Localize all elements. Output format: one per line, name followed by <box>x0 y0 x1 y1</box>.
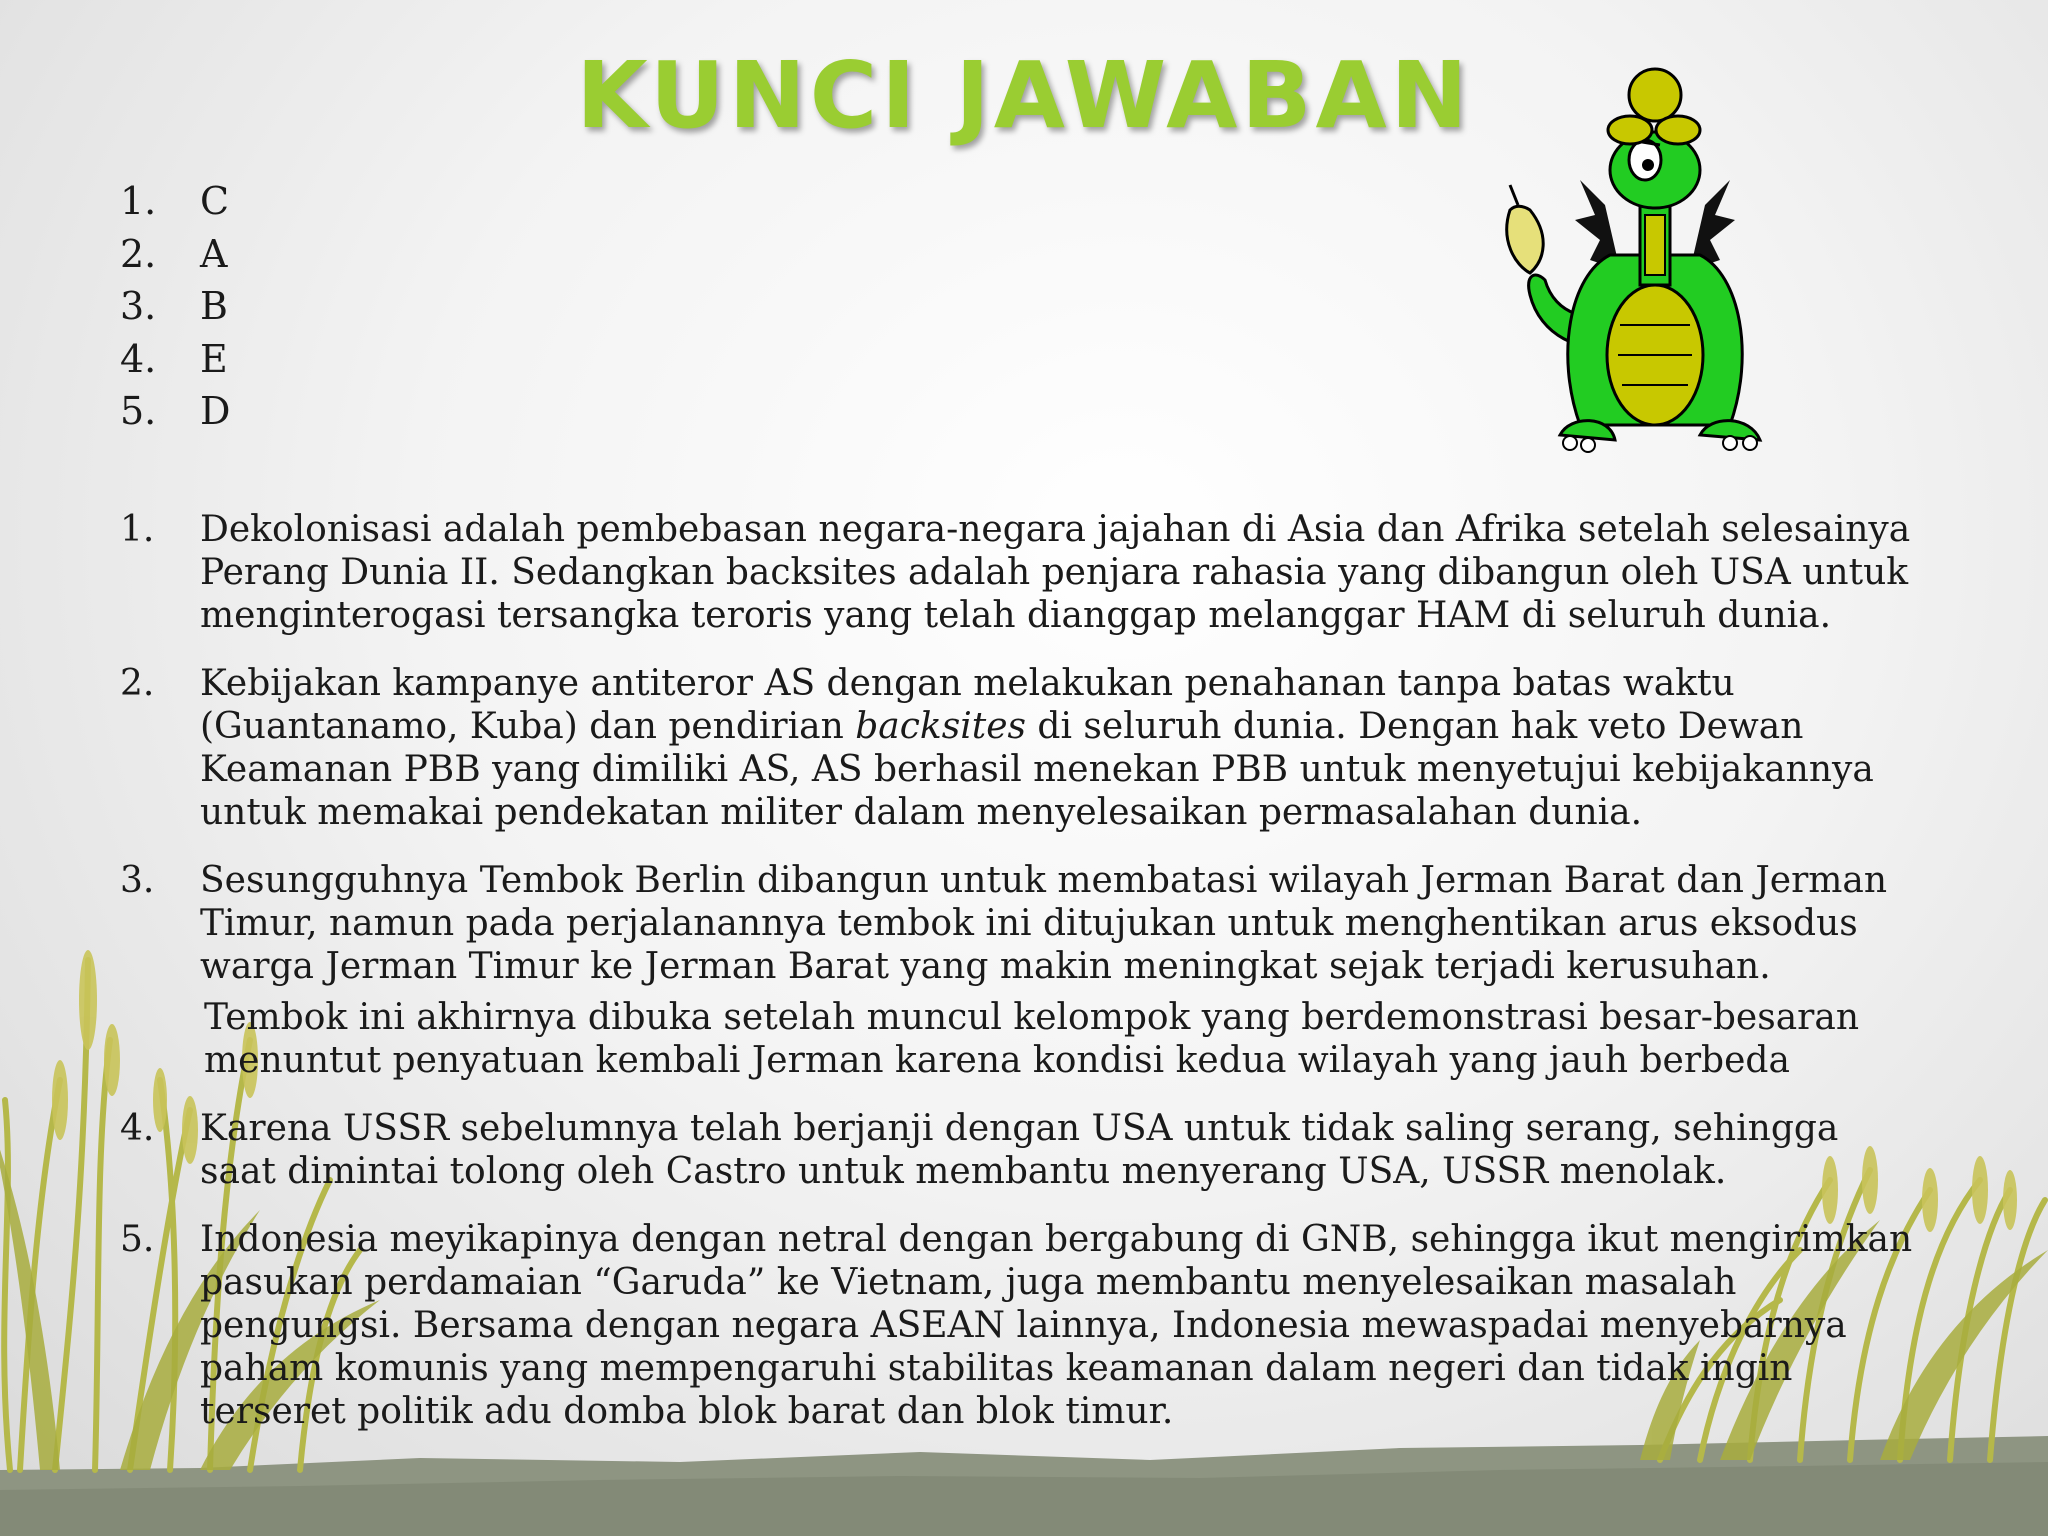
answer-letter: B <box>200 284 228 328</box>
item-number: 2. <box>120 663 155 704</box>
item-number: 2. <box>120 231 157 276</box>
essay-text: Karena USSR sebelumnya telah berjanji dengan USA untuk tidak saling serang, sehingga saat dimintai tolong oleh Castro untuk membantu menyerang USA, USSR menolak. <box>200 1108 1839 1192</box>
essay-item <box>120 662 1920 834</box>
essay-item <box>120 1107 1920 1193</box>
answer-letter: E <box>200 336 228 381</box>
dragon-mascot-icon <box>1500 55 1800 475</box>
item-number: 4. <box>120 336 157 381</box>
essay-item <box>120 859 1920 1082</box>
answer-letter: A <box>200 231 228 276</box>
essay-text: Dekolonisasi adalah pembebasan negara-negara jajahan di Asia dan Afrika setelah selesainya Perang Dunia II. Sedangkan backsites adalah penjara rahasia yang dibangun oleh USA untuk menginterogasi tersangka teroris yang telah dianggap melanggar HAM di seluruh dunia. <box>200 509 1911 636</box>
item-number: 1. <box>120 179 157 223</box>
item-number: 1. <box>120 509 155 550</box>
essay-text-part: di seluruh dunia. Dengan hak veto Dewan Keamanan PBB yang dimiliki AS, AS berhasil menekan PBB untuk menyetujui kebijakannya untuk memakai pendekatan militer dalam menyelesaikan permasalahan dunia. <box>200 706 1874 833</box>
answer-letter: D <box>200 389 231 433</box>
list-item <box>120 385 230 438</box>
page-title: KUNCI JAWABAN <box>576 42 1472 149</box>
list-item <box>120 228 230 281</box>
essay-answer-list <box>120 508 1920 1458</box>
essay-text: Sesungguhnya Tembok Berlin dibangun untuk membatasi wilayah Jerman Barat dan Jerman Timur, namun pada perjalanannya tembok ini ditujukan untuk menghentikan arus eksodus warga Jerman Timur ke Jerman Barat yang makin meningkat sejak terjadi kerusuhan. <box>200 860 1888 987</box>
list-item <box>120 175 230 228</box>
list-item <box>120 280 230 333</box>
item-number: 3. <box>120 860 155 901</box>
answer-key-list <box>120 175 230 438</box>
essay-emphasis: backsites <box>855 706 1026 747</box>
essay-continuation: Tembok ini akhirnya dibuka setelah muncul kelompok yang berdemonstrasi besar-besaran menuntut penyatuan kembali Jerman karena kondisi kedua wilayah yang jauh berbeda <box>204 997 1860 1081</box>
item-number: 4. <box>120 1108 155 1149</box>
list-item <box>120 333 230 386</box>
item-number: 5. <box>120 389 157 433</box>
item-number: 5. <box>120 1219 155 1260</box>
item-number: 3. <box>120 284 157 328</box>
essay-item <box>120 1218 1920 1433</box>
essay-text: Indonesia meyikapinya dengan netral dengan bergabung di GNB, sehingga ikut mengirimkan pasukan perdamaian “Garuda” ke Vietnam, juga membantu menyelesaikan masalah pengungsi. Bersama dengan negara ASEAN lainnya, Indonesia mewaspadai menyebarnya paham komunis yang mempengaruhi stabilitas keamanan dalam negeri dan tidak ingin terseret politik adu domba blok barat dan blok timur. <box>200 1219 1913 1432</box>
essay-text <box>200 662 1920 834</box>
essay-text-part: Kebijakan kampanye antiteror AS dengan melakukan penahanan tanpa batas waktu (Guantanamo, Kuba) dan pendirian <box>200 663 1735 747</box>
answer-letter: C <box>200 179 230 223</box>
essay-item <box>120 508 1920 637</box>
